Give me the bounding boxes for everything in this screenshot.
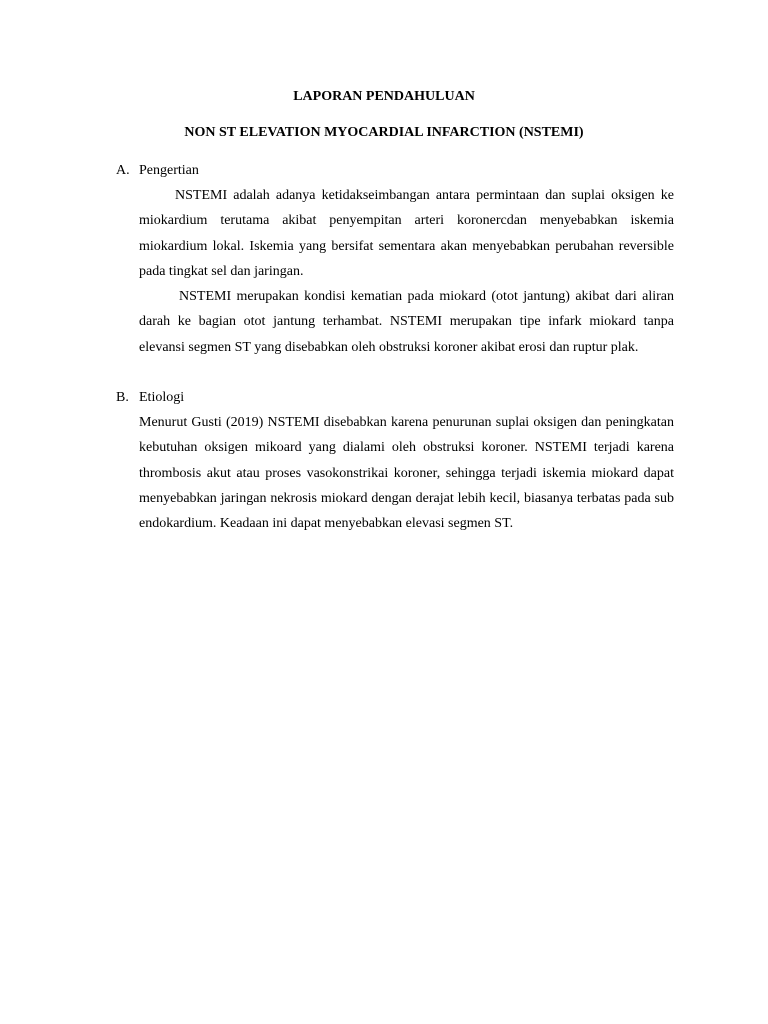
section-heading-pengertian xyxy=(116,162,199,180)
section-heading-etiologi xyxy=(116,389,184,407)
document-subtitle: NON ST ELEVATION MYOCARDIAL INFARCTION (NSTEMI) xyxy=(184,125,584,140)
section-letter: B. xyxy=(116,390,129,405)
section-letter: A. xyxy=(116,163,130,178)
section-heading-text: Etiologi xyxy=(139,390,185,405)
document-title: LAPORAN PENDAHULUAN xyxy=(293,89,475,104)
paragraph-pengertian-1: NSTEMI adalah adanya ketidakseimbangan antara permintaan dan suplai oksigen ke miokardium terutama akibat penyempitan arteri koronercdan menyebabkan iskemia miokardium lokal. Iskemia yang bersifat sementara akan menyebabkan perubahan reversible pada tingkat sel dan jaringan. xyxy=(139,188,674,279)
section-heading-text: Pengertian xyxy=(139,163,199,178)
paragraph-etiologi-1: Menurut Gusti (2019) NSTEMI disebabkan karena penurunan suplai oksigen dan peningkatan kebutuhan oksigen mikoard yang dialami oleh obstruksi koroner. NSTEMI terjadi karena thrombosis akut atau proses vasokonstrikai koroner, sehingga terjadi iskemia miokard dapat menyebabkan jaringan nekrosis miokard dengan derajat lebih kecil, biasanya terbatas pada sub endokardium. Keadaan ini dapat menyebabkan elevasi segmen ST. xyxy=(139,415,674,532)
paragraph-pengertian-2: NSTEMI merupakan kondisi kematian pada miokard (otot jantung) akibat dari aliran darah ke bagian otot jantung terhambat. NSTEMI merupakan tipe infark miokard tanpa elevansi segmen ST yang disebabkan oleh obstruksi koroner akibat erosi dan ruptur plak. xyxy=(139,289,674,355)
